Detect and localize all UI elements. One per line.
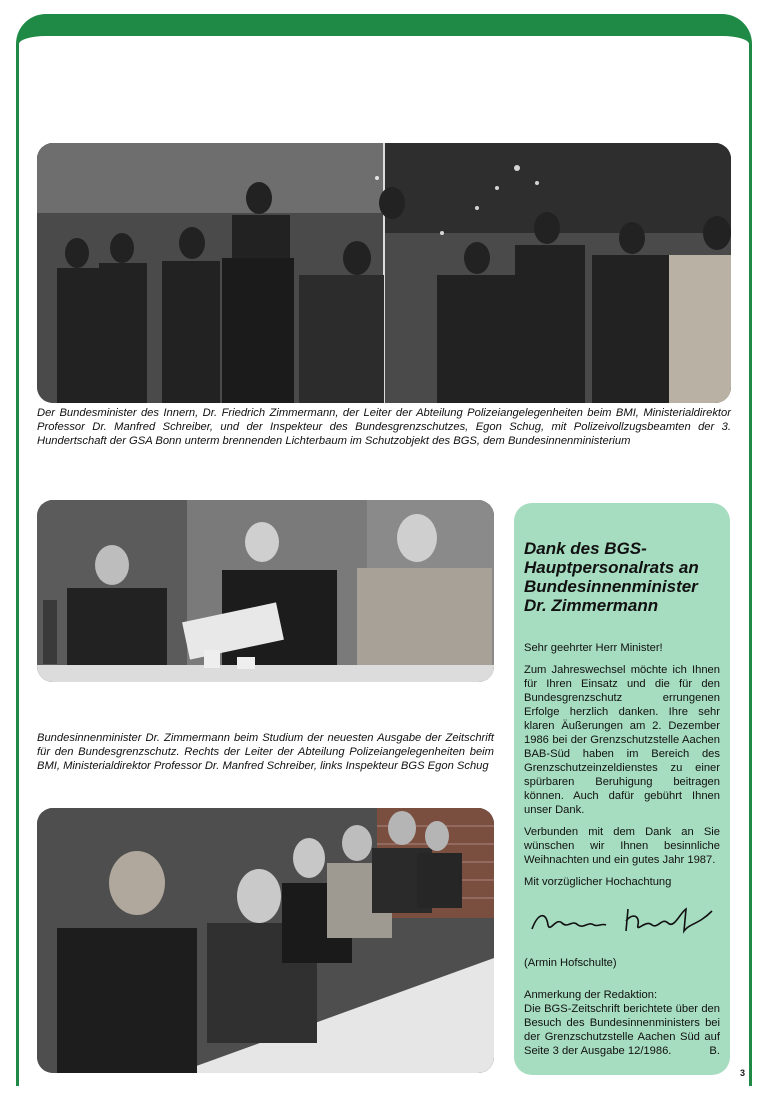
photo-table-illustration xyxy=(37,808,494,1073)
letter-salutation: Sehr geehrter Herr Minister! xyxy=(524,642,663,654)
editor-note-initial: B. xyxy=(709,1045,720,1057)
letter-box xyxy=(514,503,730,1075)
letter-signatory-name: (Armin Hofschulte) xyxy=(524,957,617,969)
letter-heading: Dank des BGS-Hauptpersonalrats an Bundesinnenminister Dr. Zimmermann xyxy=(524,539,699,615)
caption-top-photo: Der Bundesminister des Innern, Dr. Friedrich Zimmermann, der Leiter der Abteilung Polizeiangelegenheiten beim BMI, Ministerialdirektor Professor Dr. Manfred Schreiber, und der Inspekteur des Bundesgrenzschutzes, Egon Schug, mit Polizeivollzugsbeamten der 3. Hundertschaft der GSA Bonn unterm brennenden Lichterbaum im Schutzobjekt des BGS, dem Bundesinnenministerium xyxy=(37,407,731,447)
page-number: 3 xyxy=(740,1068,746,1078)
caption-middle-photo: Bundesinnenminister Dr. Zimmermann beim Studium der neuesten Ausgabe der Zeitschrift für den Bundesgrenzschutz. Rechts der Leiter der Abteilung Polizeiangelegenheiten beim BMI, Ministerialdirektor Professor Dr. Manfred Schreiber, links Inspekteur BGS Egon Schug xyxy=(37,732,494,772)
editor-note-text: Die BGS-Zeitschrift berichtete über den Besuch des Bundesinnenministers bei der Grenzschutzstelle Aachen Süd auf Seite 3 der Ausgabe 12/1986. xyxy=(524,1003,720,1057)
photo-reading-illustration xyxy=(37,500,494,682)
photo-officers-at-table xyxy=(37,808,494,1073)
letter-paragraph-1: Zum Jahreswechsel möchte ich Ihnen für Ihren Einsatz und die für den Bundesgrenzschutz errungenen Erfolge herzlich danken. Ihre sehr klaren Äußerungen am 2. Dezember 1986 bei der Grenzschutzstelle Aachen BAB-Süd haben im Bereich des Grenzschutzeinzeldienstes zu einer spürbaren Beruhigung beitragen können. Auch dafür gebührt Ihnen unser Dank. xyxy=(524,664,720,816)
photo-group-illustration xyxy=(37,143,731,403)
photo-group-christmas-tree xyxy=(37,143,731,403)
photo-minister-reading xyxy=(37,500,494,682)
handwritten-signature xyxy=(528,903,720,942)
editor-note xyxy=(524,988,720,1058)
editor-note-title: Anmerkung der Redaktion: xyxy=(524,989,658,1001)
letter-paragraph-2: Verbunden mit dem Dank an Sie wünschen wir Ihnen besinnliche Weihnachten und ein gutes Jahr 1987. xyxy=(524,826,720,866)
letter-closing: Mit vorzüglicher Hochachtung xyxy=(524,876,672,888)
signature-graphic xyxy=(528,903,718,937)
